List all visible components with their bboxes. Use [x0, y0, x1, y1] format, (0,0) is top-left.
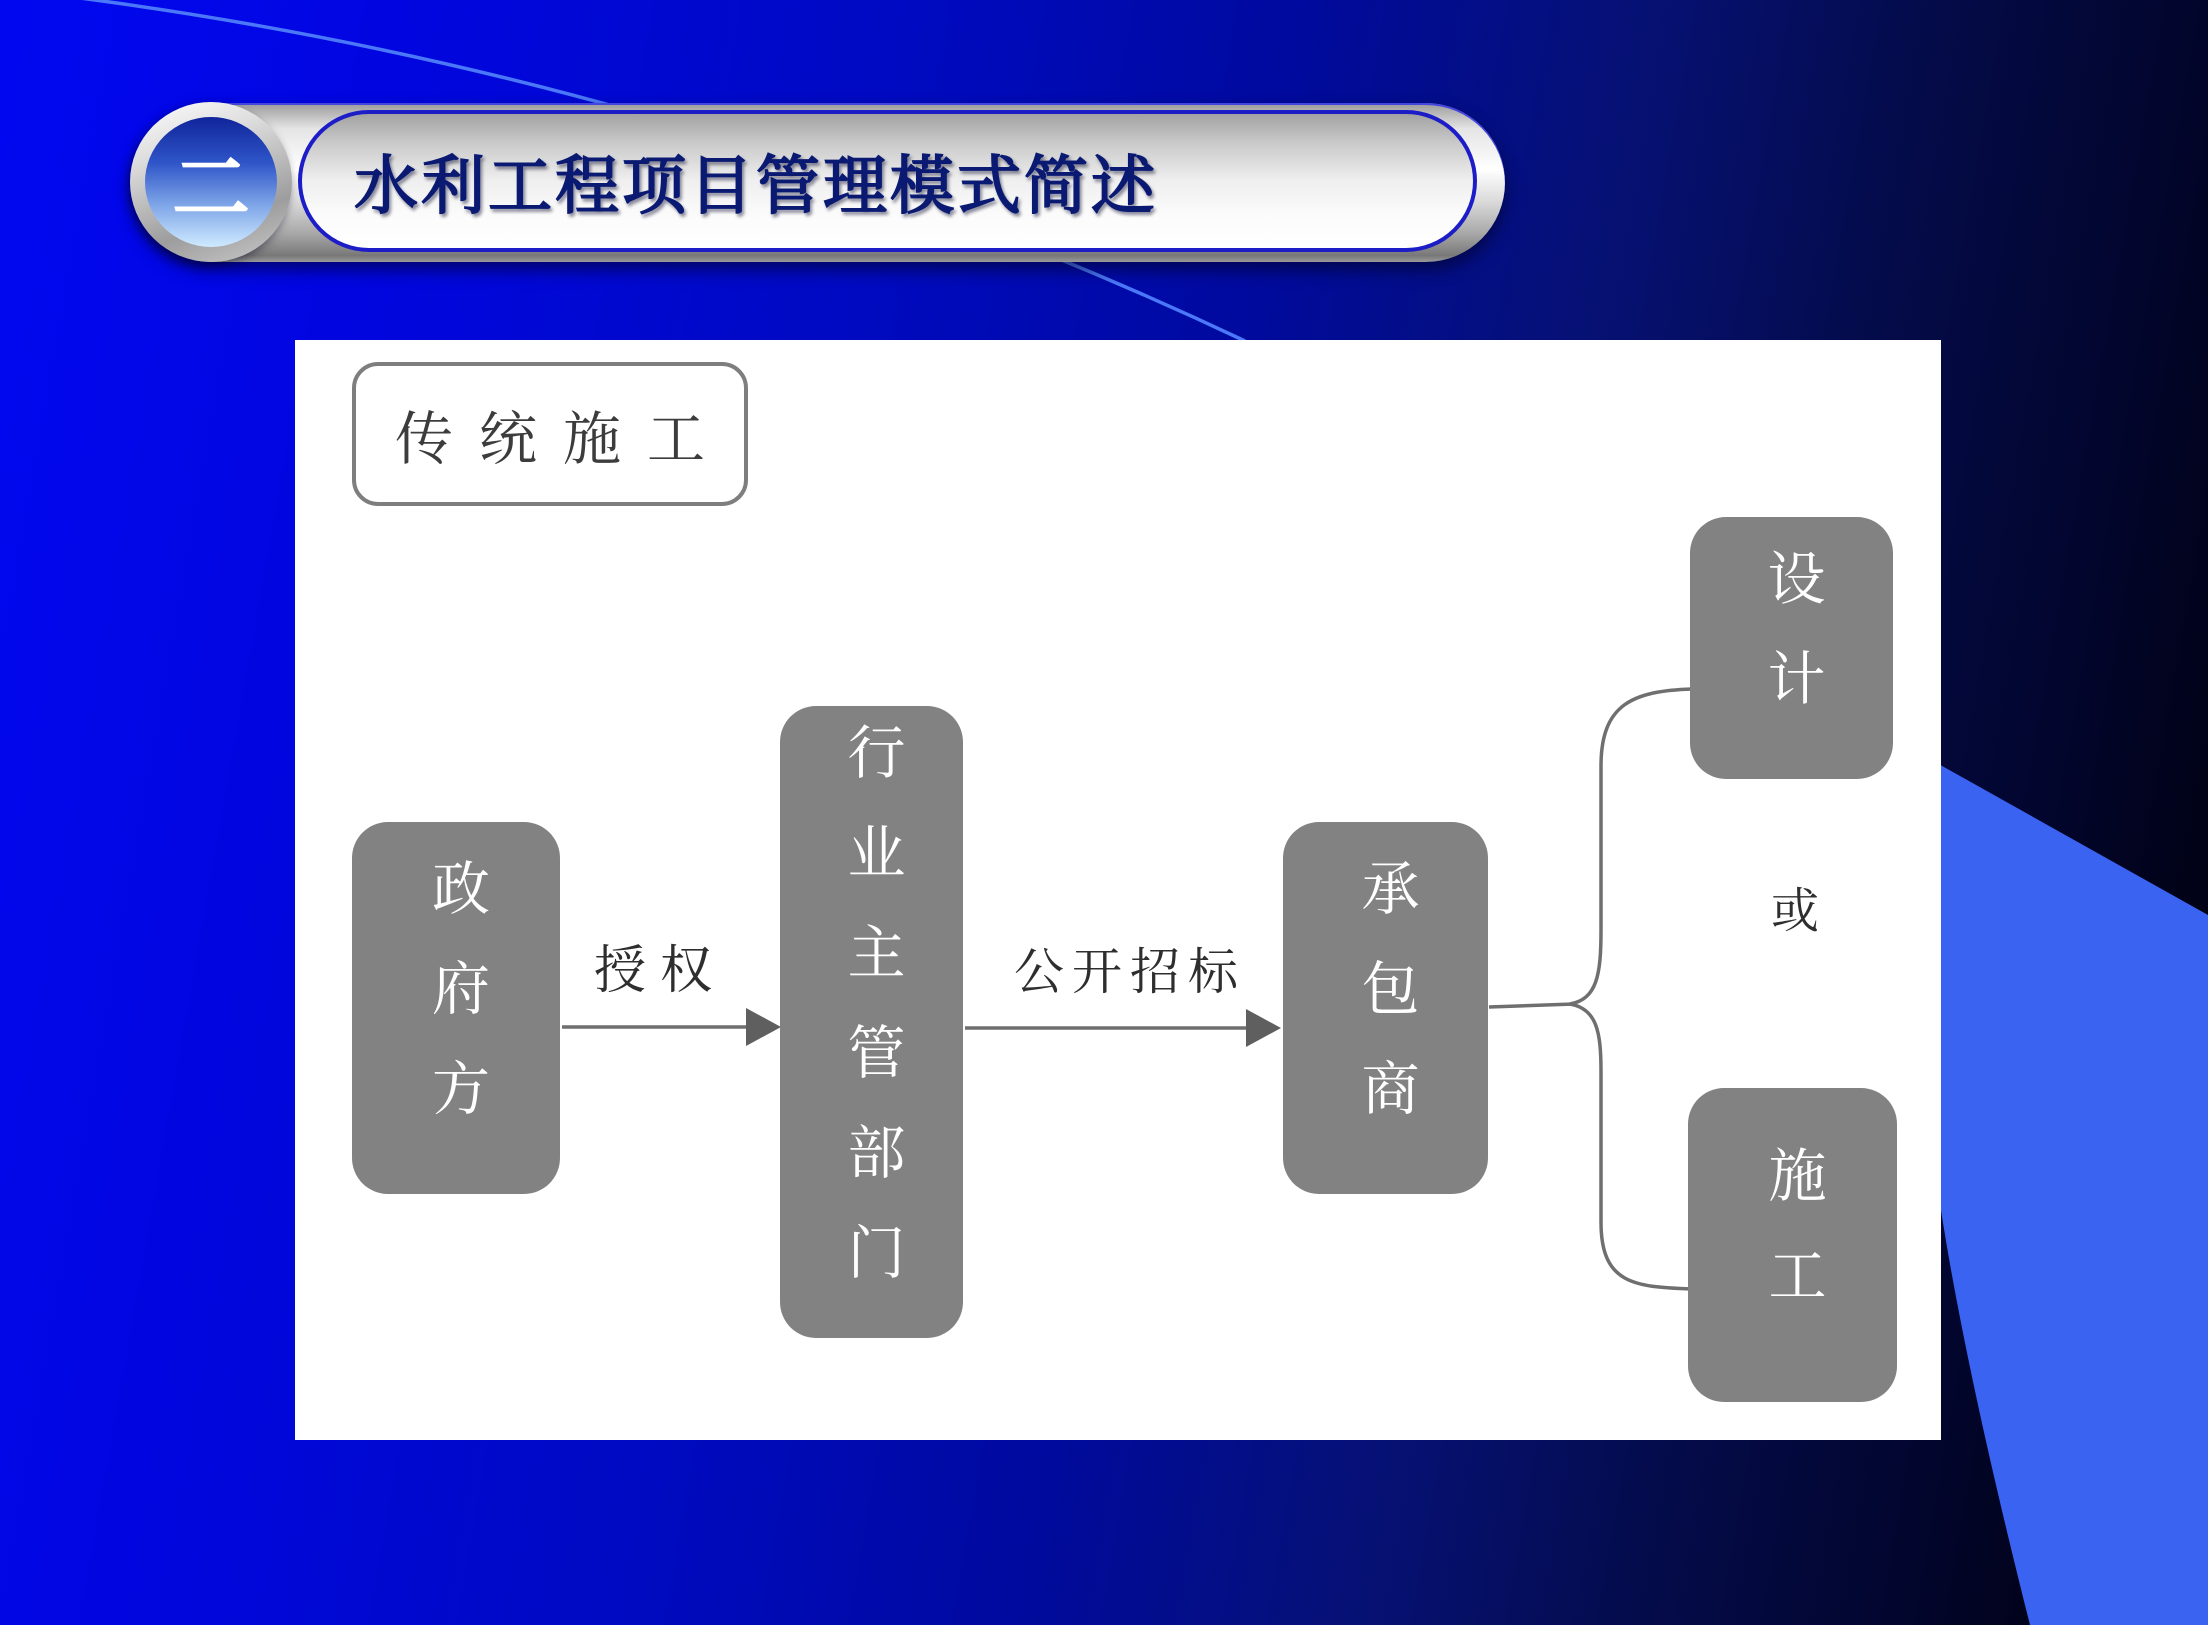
section-badge: [130, 102, 292, 262]
title-banner-inner: [298, 110, 1477, 252]
section-badge-number: 二: [145, 117, 277, 247]
node-industry-authority: 行业主管部门: [780, 706, 963, 1338]
corner-swoosh-shape: [1935, 762, 2208, 1625]
node-contractor: 承包商: [1283, 822, 1488, 1194]
node-construction: 施工: [1688, 1088, 1897, 1402]
edge-label-public-bidding: 公开招标: [1014, 943, 1246, 1001]
edge-label-or: 或: [1770, 883, 1819, 939]
edge-label-authorize: 授权: [593, 941, 726, 1001]
page-title: 水利工程项目管理模式简述: [354, 150, 1158, 222]
node-government: 政府方: [352, 822, 560, 1194]
category-box-traditional-construction: 传统施工: [352, 362, 748, 506]
node-design: 设计: [1690, 517, 1893, 779]
